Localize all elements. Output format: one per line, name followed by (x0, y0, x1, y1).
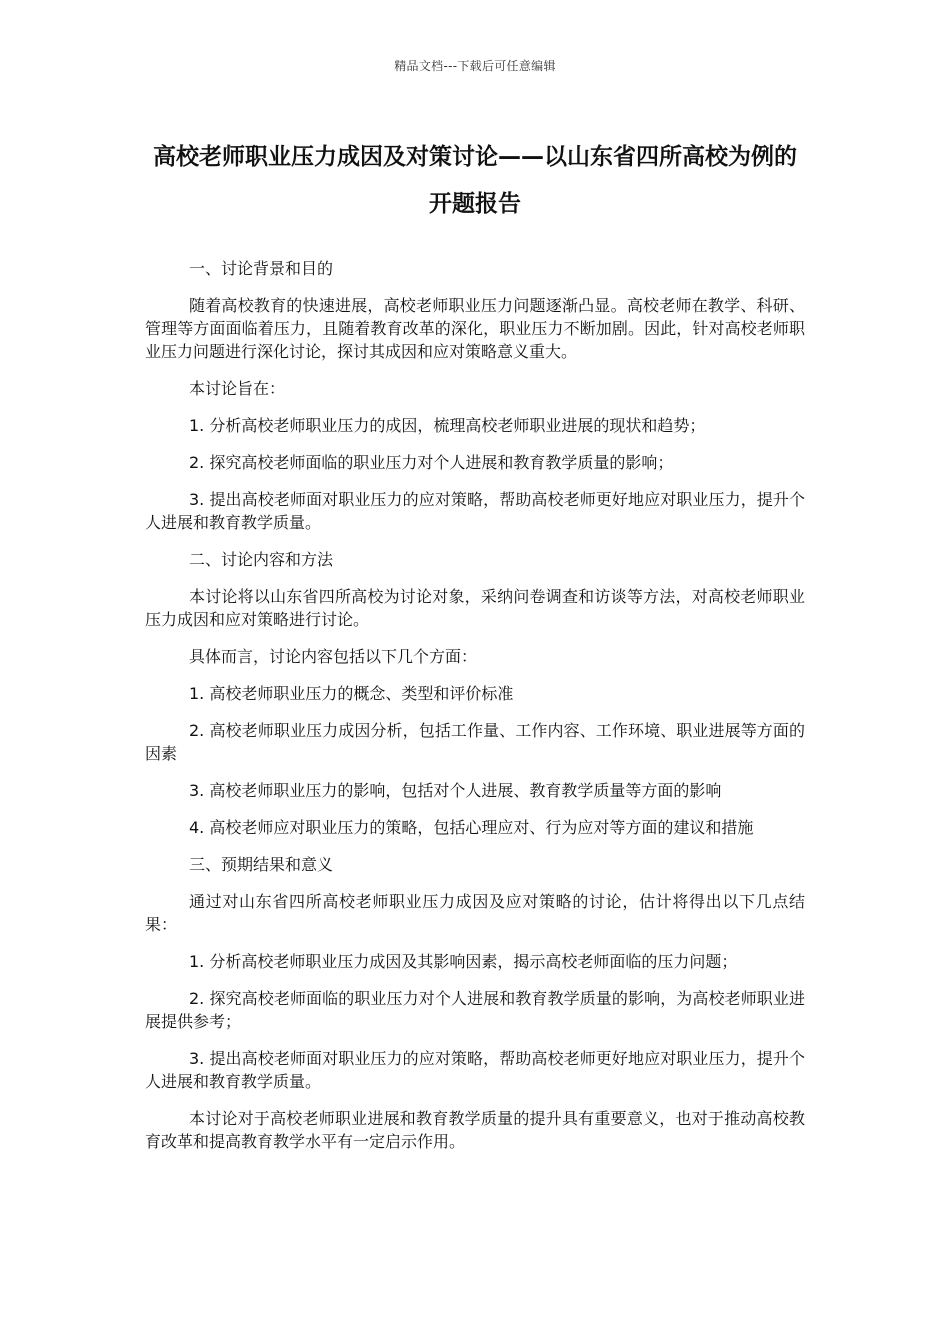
section-heading: 三、预期结果和意义 (189, 855, 334, 874)
list-item: 3. 提出高校老师面对职业压力的应对策略，帮助高校老师更好地应对职业压力，提升个人进展和教育教学质量。 (145, 1049, 805, 1091)
list-item: 1. 高校老师职业压力的概念、类型和评价标准 (189, 684, 514, 703)
list-item: 2. 高校老师职业压力成因分析，包括工作量、工作内容、工作环境、职业进展等方面的因素 (145, 721, 805, 763)
list-item: 3. 高校老师职业压力的影响，包括对个人进展、教育教学质量等方面的影响 (189, 781, 722, 800)
list-item: 2. 探究高校老师面临的职业压力对个人进展和教育教学质量的影响； (189, 453, 674, 472)
body-paragraph: 本讨论将以山东省四所高校为讨论对象，采纳问卷调查和访谈等方法，对高校老师职业压力成因和应对策略进行讨论。 (145, 587, 805, 629)
header-note: 精品文档---下载后可任意编辑 (394, 59, 556, 73)
section-heading: 一、讨论背景和目的 (189, 259, 334, 278)
section-heading: 二、讨论内容和方法 (189, 550, 334, 569)
document-body (145, 257, 805, 1167)
list-item: 3. 提出高校老师面对职业压力的应对策略，帮助高校老师更好地应对职业压力，提升个人进展和教育教学质量。 (145, 490, 805, 532)
list-item: 4. 高校老师应对职业压力的策略，包括心理应对、行为应对等方面的建议和措施 (189, 818, 754, 837)
list-item: 2. 探究高校老师面临的职业压力对个人进展和教育教学质量的影响，为高校老师职业进展提供参考； (145, 989, 805, 1031)
body-paragraph: 本讨论对于高校老师职业进展和教育教学质量的提升具有重要意义，也对于推动高校教育改革和提高教育教学水平有一定启示作用。 (145, 1109, 805, 1151)
body-paragraph: 本讨论旨在： (189, 379, 286, 398)
list-item: 1. 分析高校老师职业压力的成因，梳理高校老师职业进展的现状和趋势； (189, 416, 706, 435)
document-title: 高校老师职业压力成因及对策讨论——以山东省四所高校为例的开题报告 (153, 144, 797, 217)
body-paragraph: 通过对山东省四所高校老师职业压力成因及应对策略的讨论，估计将得出以下几点结果： (145, 892, 805, 934)
body-paragraph: 随着高校教育的快速进展，高校老师职业压力问题逐渐凸显。高校老师在教学、科研、管理等方面面临着压力，且随着教育改革的深化，职业压力不断加剧。因此，针对高校老师职业压力问题进行深化讨论，探讨其成因和应对策略意义重大。 (145, 296, 805, 361)
list-item: 1. 分析高校老师职业压力成因及其影响因素，揭示高校老师面临的压力问题； (189, 952, 738, 971)
body-paragraph: 具体而言，讨论内容包括以下几个方面： (189, 647, 478, 666)
